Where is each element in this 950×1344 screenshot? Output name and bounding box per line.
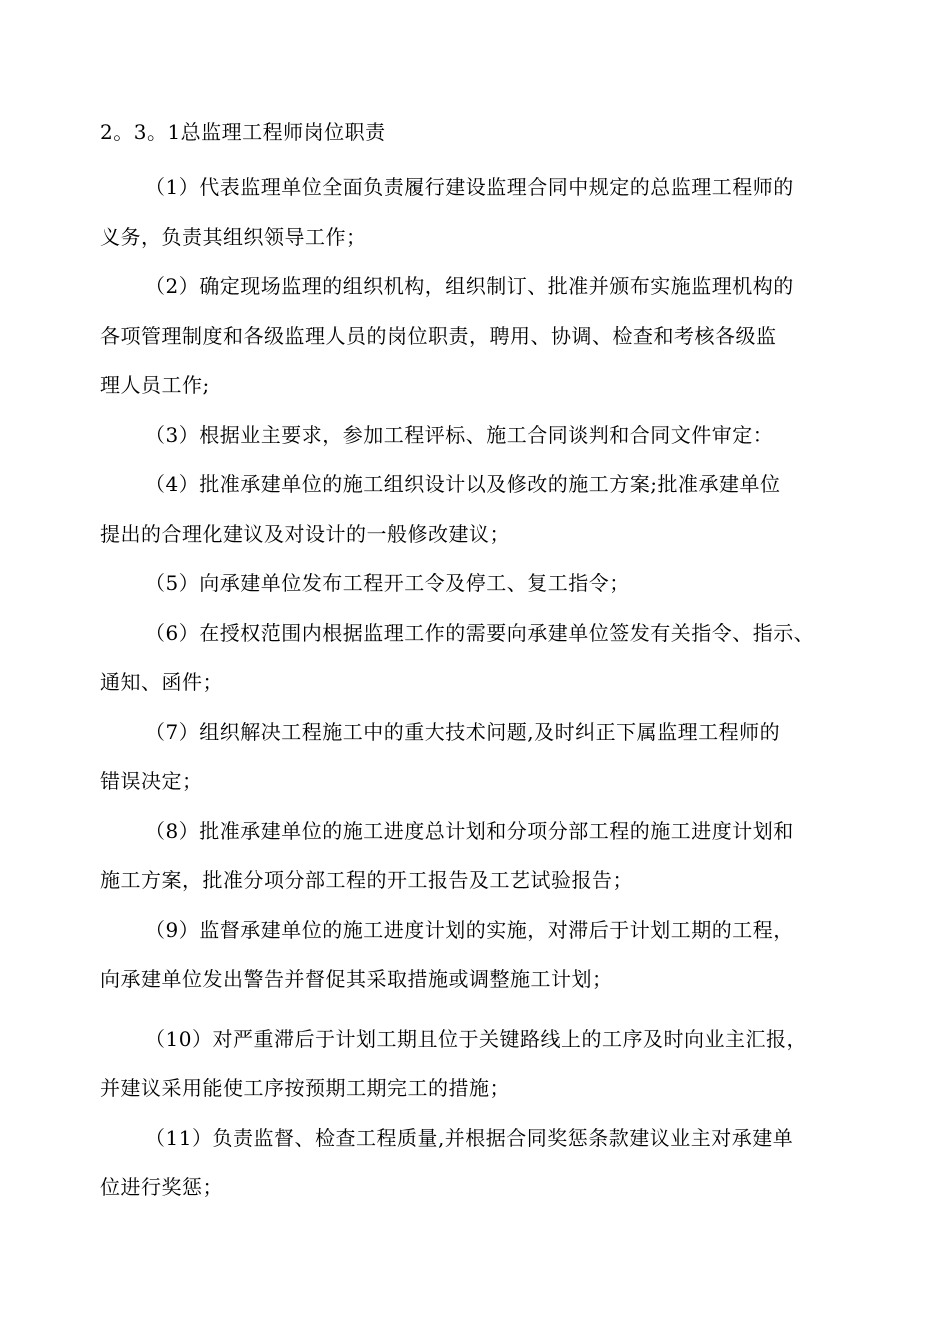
- item-7-line-2: 错误决定；: [100, 769, 203, 793]
- item-1-line-1: （1）代表监理单位全面负责履行建设监理合同中规定的总监理工程师的: [145, 175, 794, 199]
- item-4-line-2: 提出的合理化建议及对设计的一般修改建议；: [100, 522, 510, 546]
- item-9-line-2: 向承建单位发出警告并督促其采取措施或调整施工计划；: [100, 967, 613, 991]
- item-9-line-1: （9）监督承建单位的施工进度计划的实施，对滞后于计划工期的工程，: [145, 918, 794, 942]
- item-7-line-1: （7）组织解决工程施工中的重大技术问题,及时纠正下属监理工程师的: [145, 720, 781, 744]
- item-1-line-2: 义务，负责其组织领导工作；: [100, 225, 367, 249]
- item-3-line-1: （3）根据业主要求，参加工程评标、施工合同谈判和合同文件审定：: [145, 423, 774, 447]
- item-5-line-1: （5）向承建单位发布工程开工令及停工、复工指令；: [145, 571, 630, 595]
- item-11-line-2: 位进行奖惩；: [100, 1175, 223, 1199]
- item-6-line-2: 通知、函件；: [100, 670, 223, 694]
- item-2-line-2: 各项管理制度和各级监理人员的岗位职责，聘用、协调、检查和考核各级监: [100, 324, 777, 348]
- item-4-line-1: （4）批准承建单位的施工组织设计以及修改的施工方案;批准承建单位: [145, 472, 781, 496]
- section-heading: 2。3。1总监理工程师岗位职责: [100, 120, 386, 144]
- item-8-line-2: 施工方案，批准分项分部工程的开工报告及工艺试验报告；: [100, 868, 633, 892]
- item-2-line-1: （2）确定现场监理的组织机构，组织制订、批准并颁布实施监理机构的: [145, 274, 794, 298]
- item-8-line-1: （8）批准承建单位的施工进度总计划和分项分部工程的施工进度计划和: [145, 819, 794, 843]
- item-6-line-1: （6）在授权范围内根据监理工作的需要向承建单位签发有关指令、指示、: [145, 621, 815, 645]
- item-11-line-1: （11）负责监督、检查工程质量,并根据合同奖惩条款建议业主对承建单: [145, 1126, 794, 1150]
- item-2-line-3: 理人员工作;: [100, 373, 210, 397]
- item-10-line-2: 并建议采用能使工序按预期工期完工的措施；: [100, 1076, 510, 1100]
- item-10-line-1: （10）对严重滞后于计划工期且位于关键路线上的工序及时向业主汇报，: [145, 1027, 807, 1051]
